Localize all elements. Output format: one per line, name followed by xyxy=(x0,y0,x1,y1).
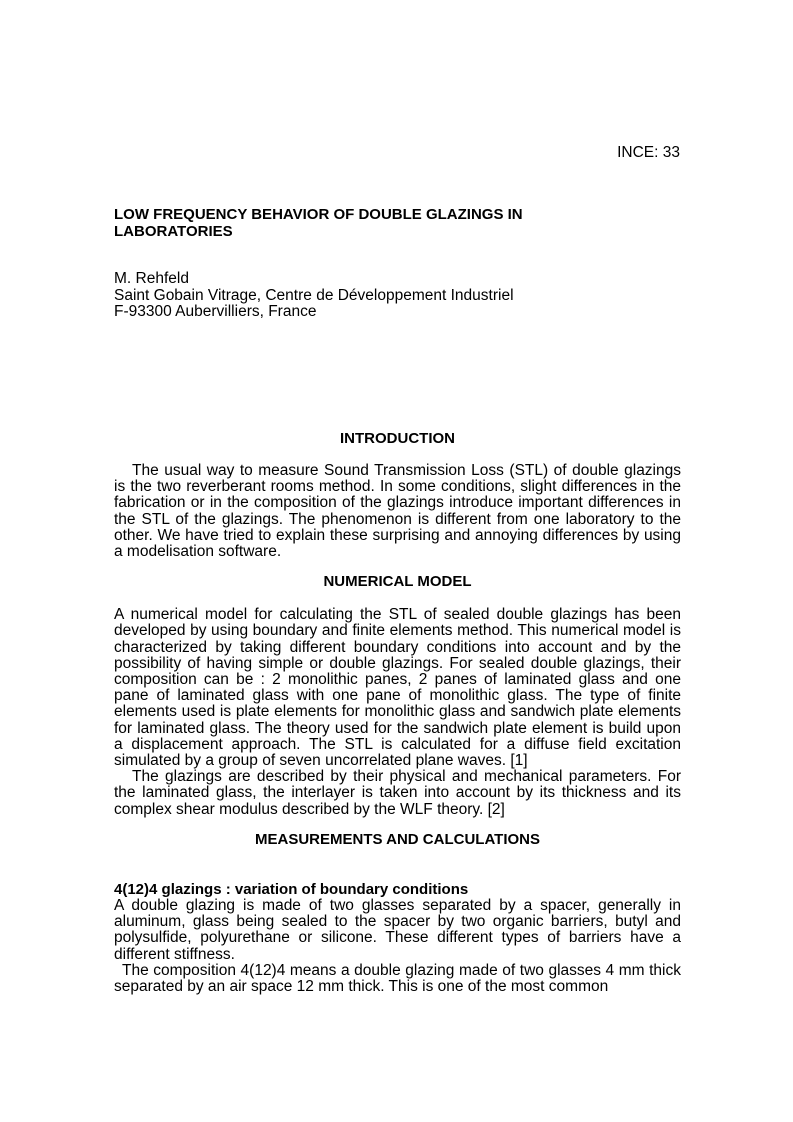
measurements-paragraph-2: The composition 4(12)4 means a double glazing made of two glasses 4 mm thick separated by an air space 12 mm thick. This is one of the most common xyxy=(114,961,681,996)
paper-title: LOW FREQUENCY BEHAVIOR OF DOUBLE GLAZINGS IN LABORATORIES xyxy=(114,206,523,240)
section-heading-introduction: INTRODUCTION xyxy=(340,430,455,447)
paper-reference: INCE: 33 xyxy=(617,144,680,161)
introduction-paragraph: The usual way to measure Sound Transmission Loss (STL) of double glazings is the two reverberant rooms method. In some conditions, slight differences in the fabrication or in the composition of the glazings introduce important differences in the STL of the glazings. The phenomenon is different from one laboratory to the other. We have tried to explain these surprising and annoying differences by using a modelisation software. xyxy=(114,462,681,561)
author-name: M. Rehfeld xyxy=(114,270,189,287)
numerical-model-paragraph-1: A numerical model for calculating the STL of sealed double glazings has been developed by using boundary and finite elements method. This numerical model is characterized by taking different boundary conditions into account and by the possibility of having simple or double glazings. For sealed double glazings, their composition can be : 2 monolithic panes, 2 panes of laminated glass and one pane of laminated glass with one pane of monolithic glass. The type of finite elements used is plate elements for monolithic glass and sandwich plate elements for laminated glass. The theory used for the sandwich plate element is build upon a displacement approach. The STL is calculated for a diffuse field excitation simulated by a group of seven uncorrelated plane waves. [1] xyxy=(114,606,681,770)
author-address: F-93300 Aubervilliers, France xyxy=(114,303,317,320)
author-affiliation: Saint Gobain Vitrage, Centre de Développement Industriel xyxy=(114,286,514,304)
author-block xyxy=(114,271,514,321)
numerical-model-paragraph-2: The glazings are described by their physical and mechanical parameters. For the laminated glass, the interlayer is taken into account by its thickness and its complex shear modulus described by the WLF theory. [2] xyxy=(114,768,681,818)
section-heading-measurements: MEASUREMENTS AND CALCULATIONS xyxy=(255,830,540,848)
subsection-heading-boundary-conditions: 4(12)4 glazings : variation of boundary conditions xyxy=(114,880,469,898)
section-heading-numerical-model: NUMERICAL MODEL xyxy=(323,573,472,591)
paper-body xyxy=(114,430,681,995)
measurements-paragraph-1: A double glazing is made of two glasses separated by a spacer, generally in aluminum, glass being sealed to the spacer by two organic barriers, butyl and polysulfide, polyurethane or silicone. These different types of barriers have a different stiffness. xyxy=(114,897,681,963)
